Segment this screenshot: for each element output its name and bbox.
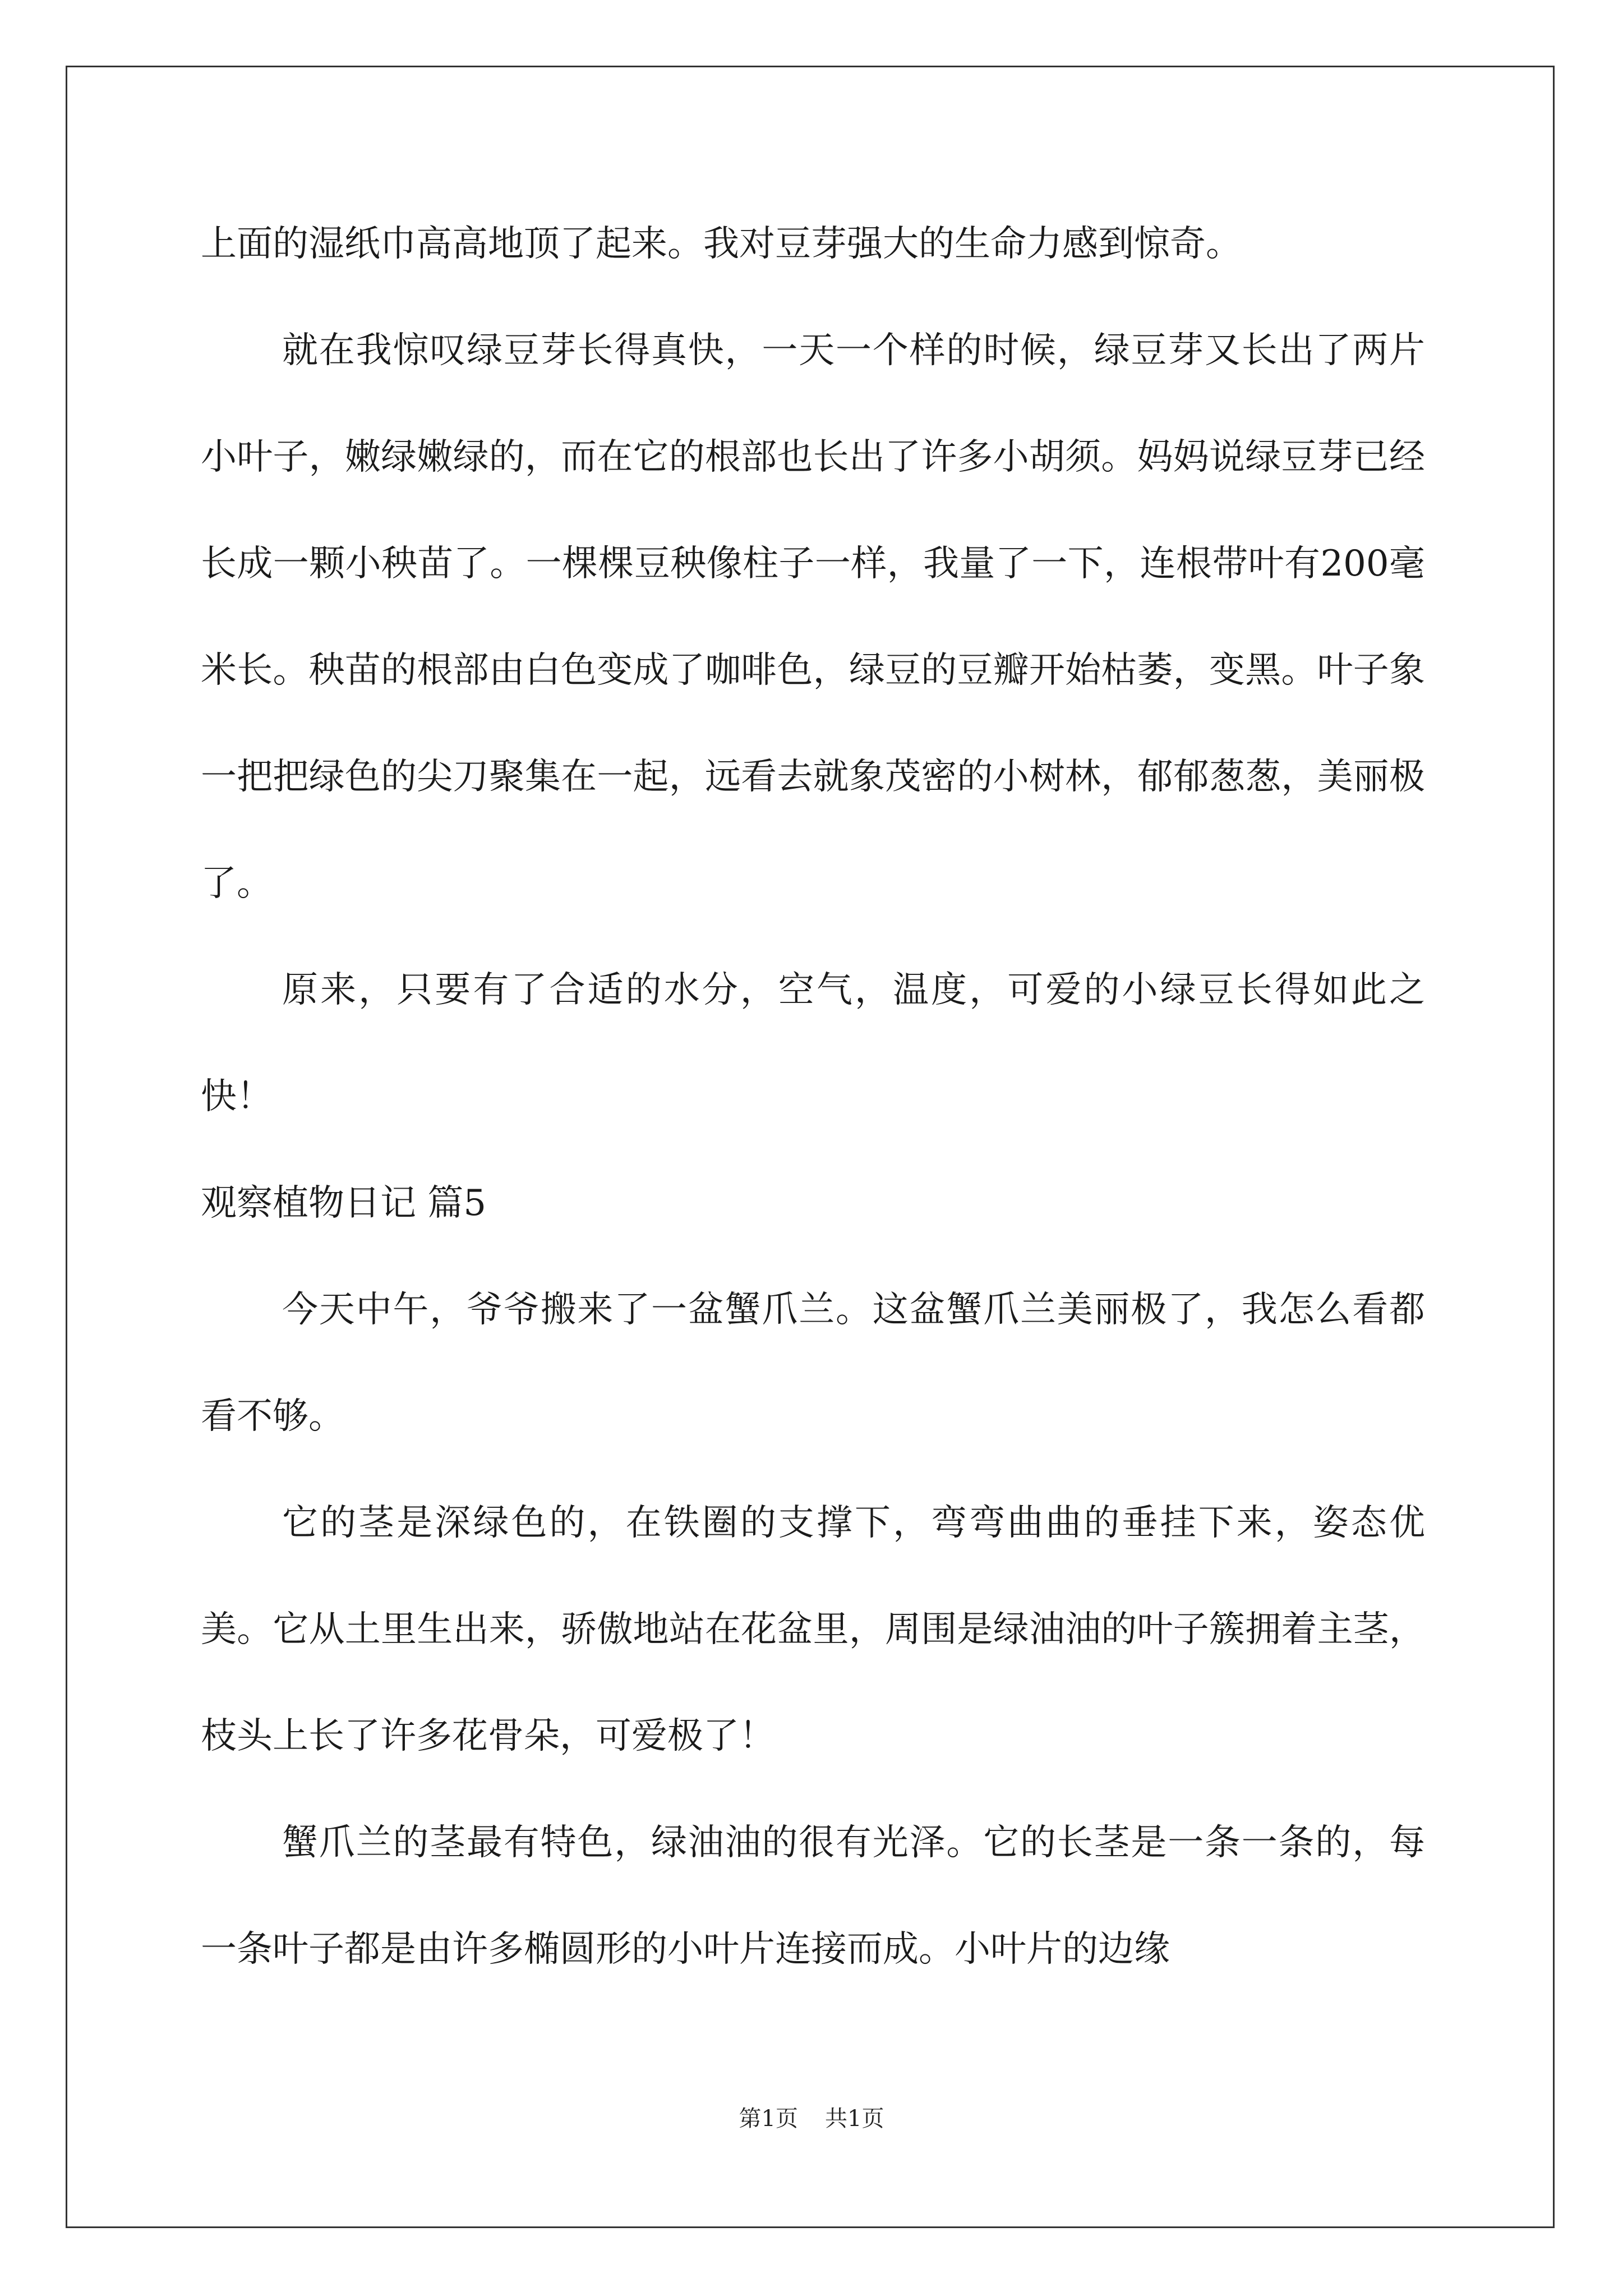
document-body [201,191,1425,2003]
page-total: 共1页 [825,2106,884,2132]
paragraph-5: 它的茎是深绿色的，在铁圈的支撑下，弯弯曲曲的垂挂下来，姿态优美。它从土里生出来，骄傲地站在花盆里，周围是绿油油的叶子簇拥着主茎，枝头上长了许多花骨朵，可爱极了！ [201,1502,1425,1757]
section-heading: 观察植物日记 篇5 [201,1182,487,1224]
paragraph-4: 今天中午，爷爷搬来了一盆蟹爪兰。这盆蟹爪兰美丽极了，我怎么看都看不够。 [201,1289,1425,1437]
page-number: 第1页 [739,2106,798,2132]
paragraph-1: 上面的湿纸巾高高地顶了起来。我对豆芽强大的生命力感到惊奇。 [201,223,1242,265]
paragraph-3: 原来，只要有了合适的水分，空气，温度，可爱的小绿豆长得如此之快！ [201,969,1425,1117]
page-footer [0,2101,1623,2133]
paragraph-6: 蟹爪兰的茎最有特色，绿油油的很有光泽。它的长茎是一条一条的，每一条叶子都是由许多椭圆形的小叶片连接而成。小叶片的边缘 [201,1822,1425,1970]
paragraph-2: 就在我惊叹绿豆芽长得真快，一天一个样的时候，绿豆芽又长出了两片小叶子，嫩绿嫩绿的，而在它的根部也长出了许多小胡须。妈妈说绿豆芽已经长成一颗小秧苗了。一棵棵豆秧像柱子一样，我量了一下，连根带叶有200毫米长。秧苗的根部由白色变成了咖啡色，绿豆的豆瓣开始枯萎，变黑。叶子象一把把绿色的尖刀聚集在一起，远看去就象茂密的小树林，郁郁葱葱，美丽极了。 [201,330,1425,904]
